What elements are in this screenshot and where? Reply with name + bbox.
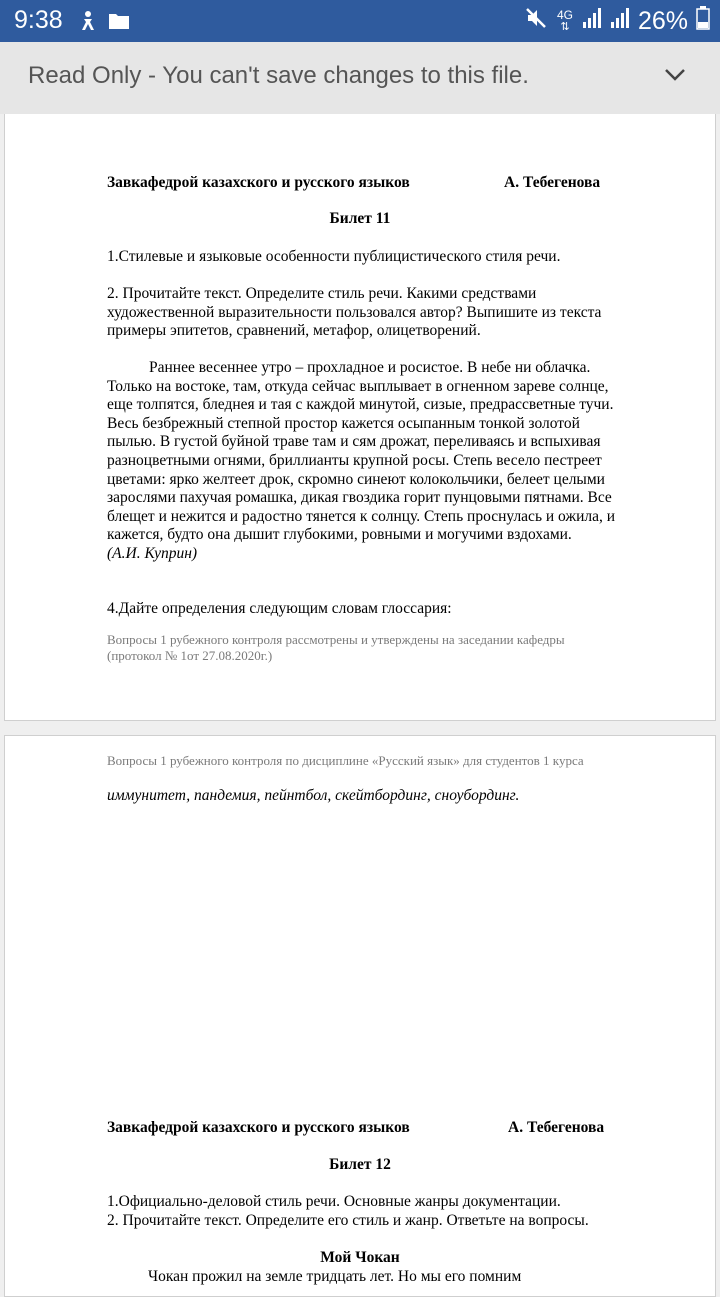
accessibility-icon (78, 10, 98, 37)
system-indicators (524, 6, 710, 37)
passage (107, 359, 666, 564)
ticket-title: Билет 11 (329, 210, 391, 227)
course-note: Вопросы 1 рубежного контроля по дисциплине «Русский язык» для студентов 1 курса (107, 753, 584, 768)
signal-icon-2 (610, 7, 630, 36)
chevron-down-icon[interactable] (664, 68, 686, 87)
story-title: Мой Чокан (320, 1249, 400, 1266)
question-4: 4.Дайте определения следующим словам глоссария: (107, 600, 452, 617)
document-page-2 (4, 735, 716, 1297)
passage-line: блещет и нежится и радостно тянется к солнцу. Степь проснулась и ожила, и (107, 507, 616, 525)
read-only-banner (0, 42, 720, 114)
question-2 (107, 285, 666, 341)
approval-note (107, 632, 565, 664)
folder-icon (108, 12, 130, 35)
clock: 9:38 (14, 6, 63, 34)
question-2-line: художественной выразительности пользовался автор? Выпишите из текста (107, 303, 602, 321)
passage-line: пылью. В густой буйной траве там и сям дрожат, переливаясь и вспыхивая (107, 433, 601, 451)
dept-head-label: Завкафедрой казахского и русского языков (107, 174, 410, 191)
question-2-line: 2. Прочитайте текст. Определите стиль речи. Какими средствами (107, 285, 537, 302)
passage-line: разноцветными огнями, бриллианты крупной росы. Степь весело пестреет (107, 451, 602, 469)
battery-percent: 26% (637, 7, 688, 35)
story-first-line: Чокан прожил на земле тридцать лет. Но мы его помним (148, 1268, 522, 1285)
network-type: 4G ⇅ (556, 8, 573, 33)
passage-author: (А.И. Куприн) (107, 544, 198, 562)
dept-head-label: Завкафедрой казахского и русского языков (107, 1119, 410, 1136)
signal-icon (582, 7, 602, 36)
glossary-terms: иммунитет, пандемия, пейнтбол, скейтбординг, сноубординг. (107, 787, 520, 804)
approval-note-line: (протокол № 1от 27.08.2020г.) (107, 648, 273, 663)
question-1: 1.Стилевые и языковые особенности публицистического стиля речи. (107, 248, 561, 265)
passage-line: цветами: ярко желтеет дрок, скромно синеют колокольчики, белеет целыми (107, 470, 605, 488)
question-2: 2. Прочитайте текст. Определите его стиль и жанр. Ответьте на вопросы. (107, 1212, 589, 1229)
question-2-line: примеры эпитетов, сравнений, метафор, олицетворений. (107, 322, 481, 340)
passage-line: Весь безбрежный степной простор кажется осыпанным тонкой золотой (107, 414, 580, 432)
notification-icons (78, 10, 130, 37)
passage-line: кажется, будто она дышит глубокими, ровными и могучими вздохами. (107, 526, 572, 544)
ticket-title: Билет 12 (329, 1156, 391, 1173)
question-1: 1.Официально-деловой стиль речи. Основные жанры документации. (107, 1193, 561, 1210)
dept-head-name: А. Тебегенова (504, 174, 601, 191)
passage-line: Только на востоке, там, откуда сейчас выплывает в огненном зареве солнце, (107, 377, 609, 395)
read-only-message: Read Only - You can't save changes to this file. (28, 62, 529, 89)
battery-icon (696, 6, 710, 37)
passage-line: зарослями пахучая ромашка, дикая гвоздика горит пунцовыми пятнами. Все (107, 489, 612, 507)
passage-line: еще толпятся, бледнея и тая с каждой минутой, сизые, предрассветные тучи. (107, 396, 614, 414)
dept-head-name: А. Тебегенова (508, 1119, 605, 1136)
document-page-1 (4, 114, 716, 721)
approval-note-line: Вопросы 1 рубежного контроля рассмотрены и утверждены на заседании кафедры (107, 632, 565, 647)
mute-icon (524, 6, 548, 37)
status-bar (0, 0, 720, 42)
passage-line: Раннее весеннее утро – прохладное и росистое. В небе ни облачка. (149, 359, 591, 376)
